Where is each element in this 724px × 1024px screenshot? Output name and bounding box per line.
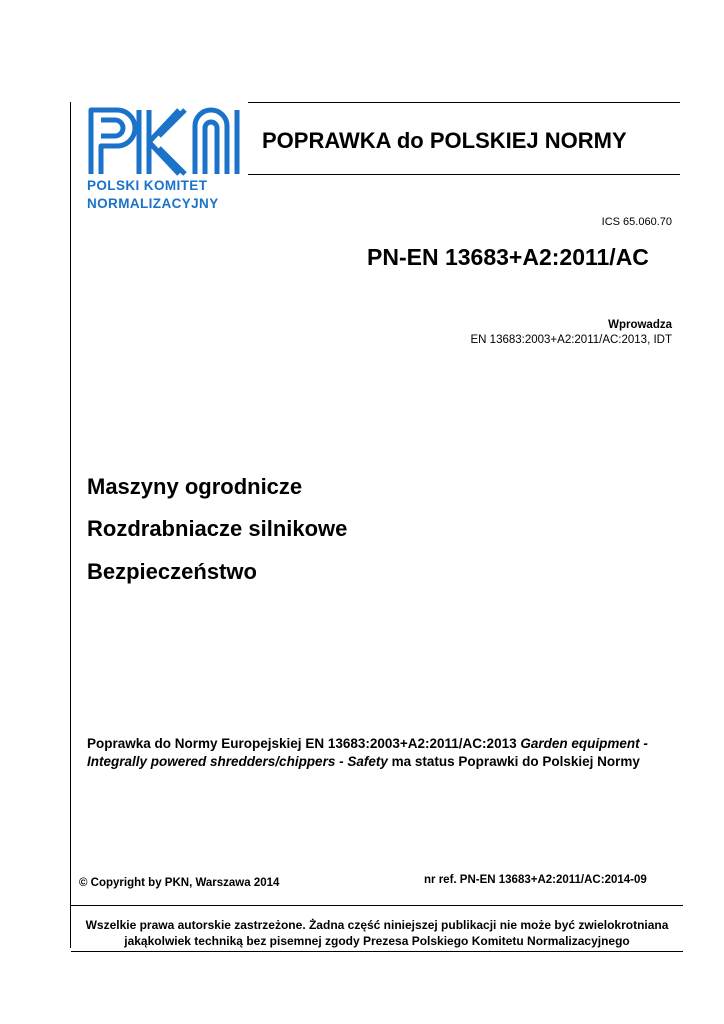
description-paragraph: [87, 735, 672, 771]
document-type-title: POPRAWKA do POLSKIEJ NORMY: [262, 128, 627, 153]
subject-line-1: Maszyny ogrodnicze: [87, 474, 303, 499]
copyright-text: Copyright by PKN, Warszawa 2014: [87, 877, 280, 889]
copyright-notice: [79, 877, 279, 889]
standard-number: PN-EN 13683+A2:2011/AC: [367, 244, 649, 270]
reference-number: nr ref. PN-EN 13683+A2:2011/AC:2014-09: [424, 874, 647, 886]
subject-line-3: Bezpieczeństwo: [87, 559, 257, 584]
subject-line-2: Rozdrabniacze silnikowe: [87, 516, 348, 541]
ics-code: ICS 65.060.70: [601, 216, 672, 228]
header-top-rule: [248, 102, 680, 103]
description-part-3: ma status Poprawki do Polskiej Normy: [387, 754, 640, 769]
footer-bottom-rule: [71, 951, 683, 952]
description-part-1: Poprawka do Normy Europejskiej EN 13683:2003+A2:2011/AC:2013: [87, 736, 521, 751]
rights-notice: Wszelkie prawa autorskie zastrzeżone. Żadna część niniejszej publikacji nie może być zwielokrotniana jakąkolwiek techniką bez pisemnej zgody Prezesa Polskiego Komitetu Normalizacyjnego: [85, 918, 669, 948]
logo-text-line2: NORMALIZACYJNY: [87, 196, 219, 211]
introduces-label: Wprowadza: [608, 319, 672, 331]
description-title-en: Garden equipment - Integrally powered shredders/chippers - Safety: [87, 736, 648, 769]
pkn-logo-mark: [87, 106, 245, 176]
pkn-logo: [87, 106, 247, 212]
introduces-block: [471, 318, 673, 348]
footer-top-rule: [71, 905, 683, 906]
introduces-value: EN 13683:2003+A2:2011/AC:2013, IDT: [470, 334, 672, 346]
logo-text-line1: POLSKI KOMITET: [87, 178, 208, 193]
header-bottom-rule: [248, 174, 680, 175]
left-margin-rule: [70, 102, 71, 948]
copyright-symbol: ©: [79, 877, 88, 889]
